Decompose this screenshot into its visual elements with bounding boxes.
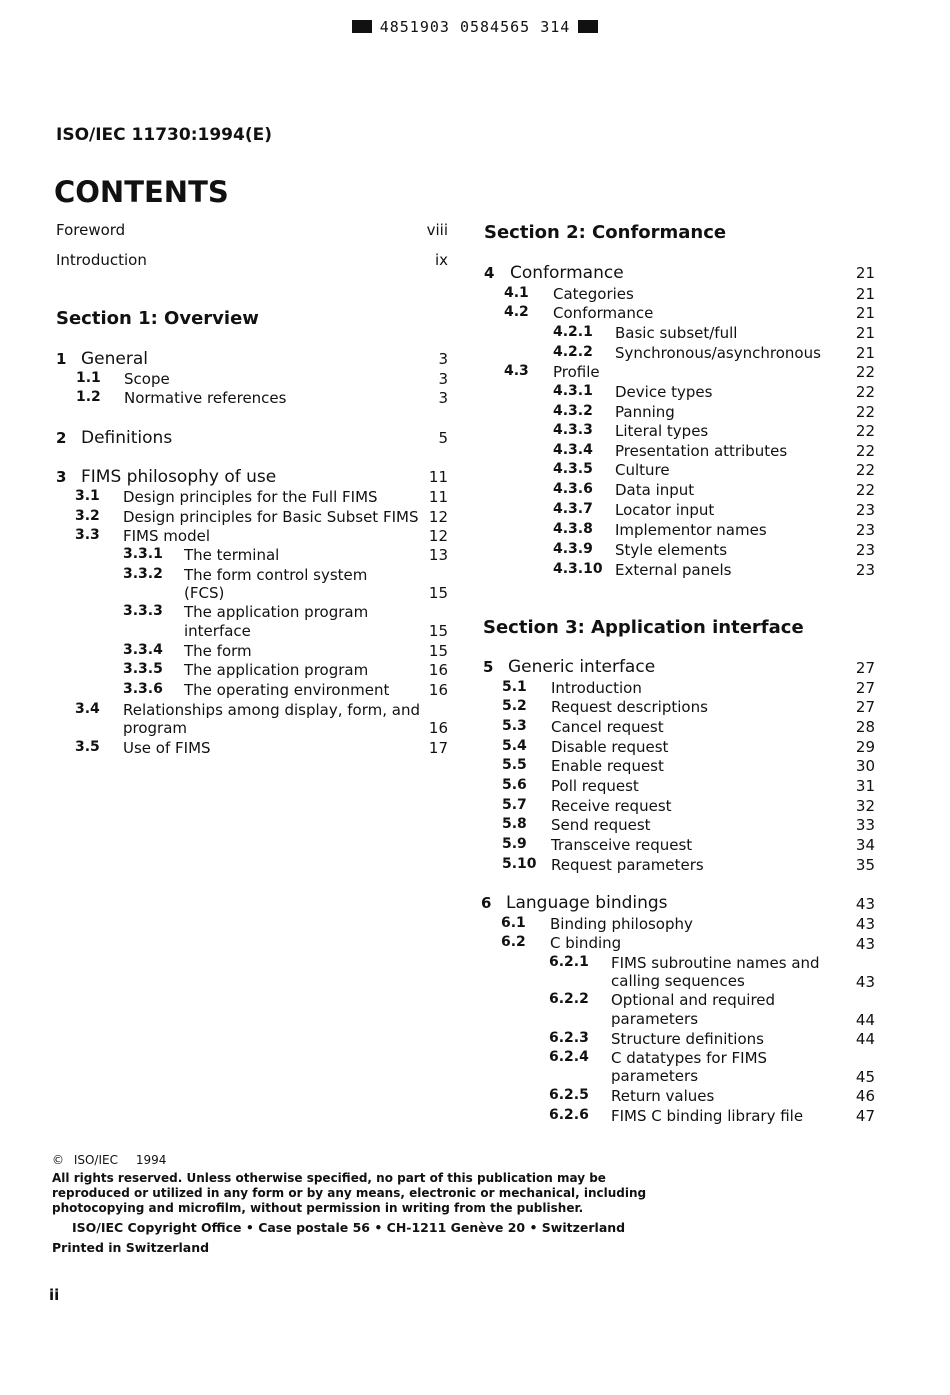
toc-page: 17 — [428, 739, 448, 757]
toc-page: 21 — [855, 344, 875, 362]
toc-number: 3.3.4 — [123, 642, 163, 658]
barcode-text: 4851903 0584565 314 — [379, 18, 571, 36]
toc-number: 3.3.6 — [123, 681, 163, 697]
toc-title: FIMS C binding library file — [611, 1107, 804, 1125]
toc-title: Device types — [615, 383, 713, 401]
toc-title: Data input — [615, 481, 695, 499]
barcode-block-left — [352, 20, 372, 33]
toc-number: 4.3.8 — [553, 521, 593, 537]
toc-number: 3.3.1 — [123, 546, 163, 562]
chapter-title: Language bindings — [506, 893, 668, 913]
toc-number: 6.2.4 — [549, 1049, 589, 1065]
toc-title: The form control system — [184, 566, 368, 584]
toc-page: 47 — [855, 1107, 875, 1125]
chapter-number: 2 — [56, 429, 67, 447]
toc-page: 13 — [428, 546, 448, 564]
toc-number: 3.2 — [75, 508, 100, 524]
toc-number: 6.2.1 — [549, 954, 589, 970]
toc-page: 16 — [428, 681, 448, 699]
toc-page: 46 — [855, 1087, 875, 1105]
toc-number: 4.3.7 — [553, 501, 593, 517]
toc-number: 4.2.2 — [553, 344, 593, 360]
toc-page: 23 — [855, 521, 875, 539]
toc-page: 43 — [855, 973, 875, 991]
toc-page: 15 — [428, 642, 448, 660]
toc-page: 16 — [428, 661, 448, 679]
toc-title: Optional and required — [611, 991, 776, 1009]
toc-title: Scope — [124, 370, 170, 388]
page-number: ii — [49, 1286, 60, 1304]
toc-title: Locator input — [615, 501, 715, 519]
toc-number: 4.3.9 — [553, 541, 593, 557]
toc-title: Send request — [551, 816, 651, 834]
chapter-number: 3 — [56, 468, 67, 486]
toc-number: 5.5 — [502, 757, 527, 773]
page-title: CONTENTS — [54, 175, 229, 209]
toc-number: 4.3.2 — [553, 403, 593, 419]
toc-page: 44 — [855, 1030, 875, 1048]
toc-title: Poll request — [551, 777, 639, 795]
toc-page: 11 — [428, 488, 448, 506]
toc-page: 45 — [855, 1068, 875, 1086]
toc-number: 4.3.3 — [553, 422, 593, 438]
toc-page: 12 — [428, 527, 448, 545]
chapter-number: 4 — [484, 264, 495, 282]
section-1-heading: Section 1: Overview — [56, 308, 259, 329]
toc-title: C datatypes for FIMS — [611, 1049, 768, 1067]
toc-title: Implementor names — [615, 521, 767, 539]
legal-line: All rights reserved. Unless otherwise specified, no part of this publication may be — [52, 1171, 606, 1185]
toc-title: Normative references — [124, 389, 287, 407]
toc-title: Literal types — [615, 422, 709, 440]
toc-page: 44 — [855, 1011, 875, 1029]
toc-number: 6.2.2 — [549, 991, 589, 1007]
toc-number: 6.1 — [501, 915, 526, 931]
copyright-line — [52, 1153, 166, 1167]
toc-title: Categories — [553, 285, 634, 303]
legal-line: reproduced or utilized in any form or by any means, electronic or mechanical, including — [52, 1186, 647, 1200]
chapter-number: 5 — [483, 658, 494, 676]
toc-page: 23 — [855, 541, 875, 559]
chapter-title: Conformance — [510, 263, 624, 283]
toc-title: Return values — [611, 1087, 715, 1105]
toc-number: 5.4 — [502, 738, 527, 754]
toc-number: 4.3 — [504, 363, 529, 379]
toc-title: Conformance — [553, 304, 654, 322]
toc-page: 3 — [438, 389, 448, 407]
toc-title: The operating environment — [184, 681, 390, 699]
toc-title-cont: program — [123, 719, 188, 737]
toc-title: Relationships among display, form, and — [123, 701, 420, 719]
chapter-page: 3 — [438, 350, 448, 368]
legal-notice — [52, 1171, 647, 1216]
toc-title-cont: calling sequences — [611, 972, 745, 990]
toc-title-cont: parameters — [611, 1010, 699, 1028]
section-2-heading: Section 2: Conformance — [484, 222, 727, 243]
toc-title: Binding philosophy — [550, 915, 693, 933]
toc-title: The terminal — [184, 546, 280, 564]
legal-line: photocopying and microfilm, without permission in writing from the publisher. — [52, 1201, 584, 1215]
toc-number: 4.3.10 — [553, 561, 603, 577]
toc-number: 6.2 — [501, 934, 526, 950]
toc-page: 34 — [855, 836, 875, 854]
copyright-year: 1994 — [135, 1153, 167, 1167]
toc-page: 31 — [855, 777, 875, 795]
chapter-page: 27 — [855, 659, 875, 677]
toc-title-cont: interface — [184, 622, 251, 640]
chapter-number: 1 — [56, 350, 67, 368]
toc-page: 22 — [855, 461, 875, 479]
toc-title: Receive request — [551, 797, 672, 815]
copyright-owner: ISO/IEC — [73, 1153, 118, 1167]
toc-page: 15 — [428, 622, 448, 640]
toc-page: 12 — [428, 508, 448, 526]
toc-title: The form — [184, 642, 252, 660]
toc-title: Use of FIMS — [123, 739, 211, 757]
toc-number: 1.2 — [76, 389, 101, 405]
toc-number: 5.7 — [502, 797, 527, 813]
toc-number: 3.4 — [75, 701, 100, 717]
toc-page: 43 — [855, 915, 875, 933]
toc-title: Style elements — [615, 541, 728, 559]
toc-page: 22 — [855, 363, 875, 381]
toc-number: 4.2.1 — [553, 324, 593, 340]
toc-title: Introduction — [551, 679, 642, 697]
barcode-block-right — [578, 20, 598, 33]
toc-number: 5.9 — [502, 836, 527, 852]
copyright-symbol: © — [52, 1153, 64, 1167]
chapter-page: 11 — [428, 468, 448, 486]
toc-number: 3.3.5 — [123, 661, 163, 677]
toc-title: Design principles for the Full FIMS — [123, 488, 378, 506]
chapter-title: Generic interface — [508, 657, 656, 677]
toc-title: Disable request — [551, 738, 669, 756]
toc-title: The application program — [184, 603, 369, 621]
toc-title: Structure definitions — [611, 1030, 764, 1048]
toc-number: 5.2 — [502, 698, 527, 714]
toc-page: 27 — [855, 679, 875, 697]
toc-title: Panning — [615, 403, 675, 421]
toc-number: 3.5 — [75, 739, 100, 755]
introduction-page: ix — [434, 251, 448, 269]
toc-page: 22 — [855, 481, 875, 499]
toc-number: 3.3 — [75, 527, 100, 543]
toc-page: 30 — [855, 757, 875, 775]
toc-page: 22 — [855, 403, 875, 421]
toc-title: Cancel request — [551, 718, 664, 736]
chapter-title: FIMS philosophy of use — [81, 467, 277, 487]
toc-page: 35 — [855, 856, 875, 874]
toc-title: Culture — [615, 461, 670, 479]
chapter-page: 5 — [438, 429, 448, 447]
toc-page: 3 — [438, 370, 448, 388]
toc-number: 6.2.5 — [549, 1087, 589, 1103]
toc-number: 3.3.3 — [123, 603, 163, 619]
toc-title: Transceive request — [551, 836, 693, 854]
toc-title: FIMS model — [123, 527, 210, 545]
chapter-page: 21 — [855, 264, 875, 282]
toc-page: 15 — [428, 584, 448, 602]
toc-title: Enable request — [551, 757, 664, 775]
toc-number: 6.2.3 — [549, 1030, 589, 1046]
document-id: ISO/IEC 11730:1994(E) — [56, 125, 272, 145]
barcode-strip — [0, 18, 950, 36]
toc-number: 5.3 — [502, 718, 527, 734]
toc-title: FIMS subroutine names and — [611, 954, 820, 972]
section-3-heading: Section 3: Application interface — [483, 617, 804, 638]
toc-page: 22 — [855, 383, 875, 401]
toc-page: 43 — [855, 935, 875, 953]
toc-title: Presentation attributes — [615, 442, 788, 460]
foreword-title: Foreword — [56, 221, 126, 239]
toc-title: Request descriptions — [551, 698, 708, 716]
toc-number: 4.1 — [504, 285, 529, 301]
toc-title-cont: (FCS) — [184, 584, 225, 602]
toc-title: The application program — [184, 661, 369, 679]
toc-number: 3.1 — [75, 488, 100, 504]
toc-title: Profile — [553, 363, 600, 381]
chapter-title: General — [81, 349, 148, 369]
toc-title: Synchronous/asynchronous — [615, 344, 821, 362]
toc-number: 6.2.6 — [549, 1107, 589, 1123]
toc-number: 4.2 — [504, 304, 529, 320]
introduction-title: Introduction — [56, 251, 147, 269]
toc-number: 5.6 — [502, 777, 527, 793]
toc-title: Basic subset/full — [615, 324, 738, 342]
toc-page: 23 — [855, 561, 875, 579]
toc-number: 3.3.2 — [123, 566, 163, 582]
toc-number: 4.3.4 — [553, 442, 593, 458]
toc-title: Request parameters — [551, 856, 704, 874]
toc-number: 1.1 — [76, 370, 101, 386]
toc-number: 4.3.1 — [553, 383, 593, 399]
toc-page: 33 — [855, 816, 875, 834]
toc-number: 4.3.5 — [553, 461, 593, 477]
toc-number: 4.3.6 — [553, 481, 593, 497]
toc-page: 29 — [855, 738, 875, 756]
toc-page: 21 — [855, 324, 875, 342]
toc-page: 22 — [855, 442, 875, 460]
toc-title: External panels — [615, 561, 732, 579]
chapter-page: 43 — [855, 895, 875, 913]
toc-page: 21 — [855, 285, 875, 303]
chapter-number: 6 — [481, 894, 492, 912]
toc-page: 22 — [855, 422, 875, 440]
toc-title-cont: parameters — [611, 1067, 699, 1085]
toc-title: Design principles for Basic Subset FIMS — [123, 508, 419, 526]
toc-page: 28 — [855, 718, 875, 736]
printed-in: Printed in Switzerland — [52, 1240, 210, 1255]
toc-page: 32 — [855, 797, 875, 815]
toc-number: 5.8 — [502, 816, 527, 832]
toc-page: 16 — [428, 719, 448, 737]
chapter-title: Definitions — [81, 428, 173, 448]
toc-page: 27 — [855, 698, 875, 716]
toc-page: 23 — [855, 501, 875, 519]
foreword-page: viii — [426, 221, 448, 239]
copyright-office: ISO/IEC Copyright Office • Case postale 56 • CH-1211 Genève 20 • Switzerland — [72, 1220, 626, 1235]
toc-title: C binding — [550, 934, 622, 952]
toc-number: 5.1 — [502, 679, 527, 695]
toc-page: 21 — [855, 304, 875, 322]
toc-number: 5.10 — [502, 856, 537, 872]
